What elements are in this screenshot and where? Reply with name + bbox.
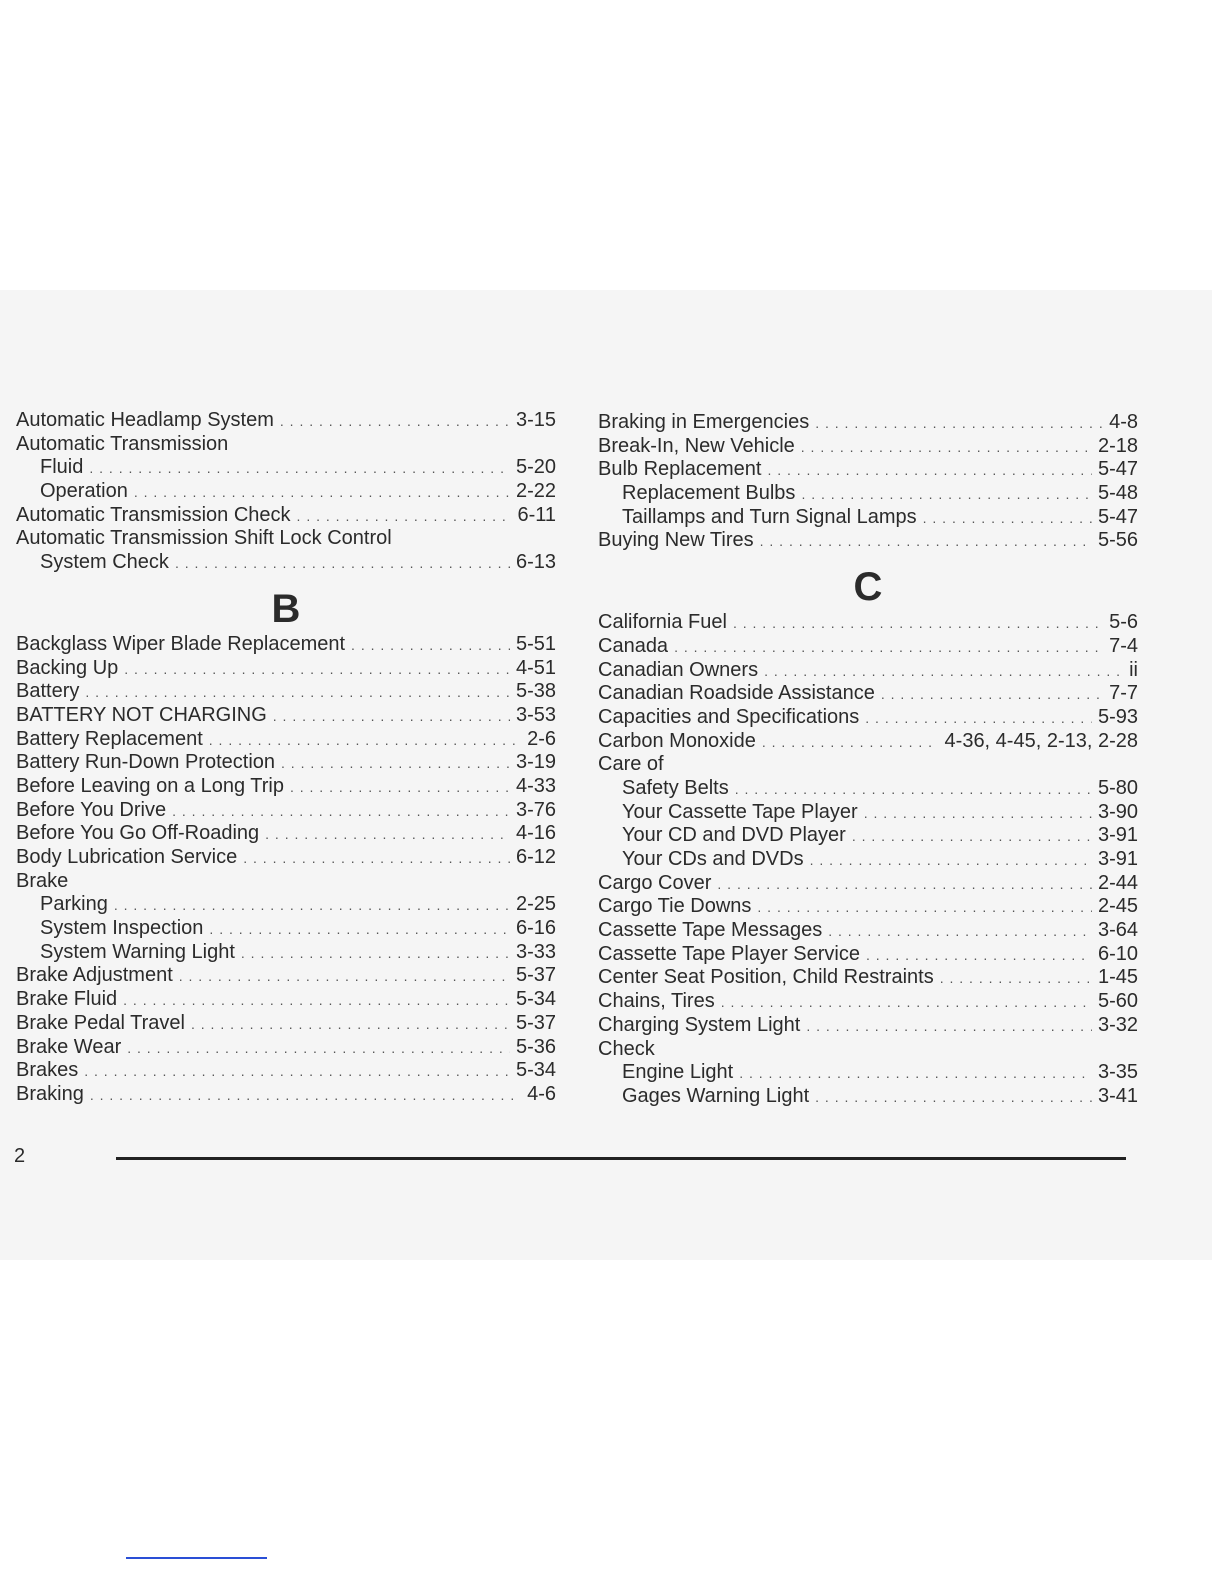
index-entry-label: Body Lubrication Service [16,846,238,868]
dot-leader [123,989,510,1013]
index-entry-page: 6-16 [515,917,556,940]
index-entry-page: 5-60 [1097,990,1138,1013]
index-entry-label: System Inspection [40,917,204,940]
index-entry-page: 5-48 [1097,482,1138,505]
index-entry-page: 3-53 [515,703,556,726]
dot-leader [351,634,510,658]
index-entry[interactable] [16,633,556,657]
index-entry[interactable] [16,409,556,433]
dot-leader [940,967,1092,991]
index-entry-page: 3-41 [1097,1084,1138,1107]
index-entry-label: BATTERY NOT CHARGING [16,703,267,726]
index-entry[interactable] [16,657,556,681]
index-entry-page: 3-33 [515,940,556,963]
index-entry-page: 6-12 [515,846,556,868]
dot-leader [923,507,1092,531]
index-entry[interactable] [598,966,1138,990]
index-entry[interactable] [16,870,556,894]
index-entry[interactable] [598,1038,1138,1062]
index-entry[interactable] [16,728,556,752]
index-entry-page: 4-8 [1109,411,1138,433]
left-top-entries [16,409,556,575]
index-entry[interactable] [598,529,1138,553]
index-entry[interactable] [598,635,1138,659]
index-entry[interactable] [598,824,1138,848]
index-entry[interactable] [16,1036,556,1060]
index-entry[interactable] [598,411,1138,435]
index-entry-page: 3-91 [1097,824,1138,847]
index-entry-label: Carbon Monoxide [598,729,756,752]
dot-leader [762,731,939,755]
dot-leader [721,991,1092,1015]
dot-leader [243,847,510,871]
dot-leader [172,800,510,824]
index-entry-label: Cassette Tape Messages [598,919,823,942]
index-entry-label: Brake Fluid [16,988,118,1011]
index-entry-page: 2-22 [515,480,556,503]
index-entry[interactable] [16,704,556,728]
index-entry[interactable] [16,1059,556,1083]
index-entry-page: 2-18 [1097,434,1138,457]
dot-leader [866,944,1092,968]
dot-leader [124,658,510,682]
dot-leader [717,873,1092,897]
dot-leader [90,1084,521,1108]
dot-leader [297,505,512,529]
index-entry[interactable] [16,917,556,941]
dot-leader [175,552,510,576]
index-entry-label: Care of [598,753,664,776]
index-entry-page: 4-6 [527,1082,556,1105]
index-entry[interactable] [598,706,1138,730]
dot-leader [290,776,510,800]
index-entry[interactable] [598,506,1138,530]
index-entry-page: 5-56 [1097,529,1138,552]
index-entry-page: 3-64 [1097,919,1138,942]
index-entry[interactable] [598,753,1138,777]
index-entry-page: 5-37 [515,964,556,987]
index-entry[interactable] [598,435,1138,459]
index-entry[interactable] [16,799,556,823]
index-entry-page: 5-34 [515,988,556,1011]
dot-leader [810,849,1092,873]
index-entry-page: 5-47 [1097,505,1138,528]
index-entry[interactable] [16,941,556,965]
bottom-link-underline[interactable] [126,1557,267,1559]
index-entry[interactable] [598,1014,1138,1038]
index-entry-page: 2-6 [527,727,556,750]
index-entry-page: 5-51 [515,632,556,655]
index-entry-label: Charging System Light [598,1013,801,1036]
index-entry[interactable] [598,682,1138,706]
index-entry-page: 3-19 [515,751,556,774]
dot-leader [265,823,510,847]
dot-leader [179,965,510,989]
index-entry[interactable] [16,893,556,917]
dot-leader [801,483,1092,507]
index-entry-page: 6-11 [517,503,556,526]
dot-leader [739,1062,1092,1086]
index-entry-label: Taillamps and Turn Signal Lamps [622,505,917,528]
index-entry-label: Engine Light [622,1061,734,1084]
section-b-entries [16,633,556,1107]
index-entry-label: Chains, Tires [598,990,715,1013]
index-entry-page: 2-44 [1097,871,1138,894]
index-entry[interactable] [16,456,556,480]
index-entry[interactable] [598,659,1138,683]
index-entry-label: Center Seat Position, Child Restraints [598,966,934,989]
index-entry[interactable] [16,988,556,1012]
index-entry[interactable] [598,943,1138,967]
index-entry[interactable] [598,1085,1138,1109]
index-entry[interactable] [16,1083,556,1107]
index-entry-page: 5-6 [1109,611,1138,634]
index-entry-label: Backing Up [16,656,119,679]
index-entry[interactable] [598,895,1138,919]
index-entry-label: Canadian Owners [598,658,759,681]
index-entry[interactable] [16,680,556,704]
footer-rule [116,1157,1126,1160]
index-entry-label: Parking [40,893,108,916]
index-entry-label: Your CD and DVD Player [622,824,846,847]
dot-leader [241,942,510,966]
index-entry[interactable] [598,990,1138,1014]
dot-leader [89,457,510,481]
index-entry[interactable] [598,801,1138,825]
index-entry-page: 5-47 [1097,458,1138,481]
index-entry-page: 3-76 [515,798,556,821]
index-entry-label: Canadian Roadside Assistance [598,682,875,705]
index-entry[interactable] [16,846,556,870]
dot-leader [806,1015,1092,1039]
index-entry-label: Cassette Tape Player Service [598,942,860,965]
dot-leader [735,778,1092,802]
index-entry-page: 6-10 [1097,942,1138,965]
index-entry[interactable] [598,919,1138,943]
index-entry-label: Backglass Wiper Blade Replacement [16,632,346,655]
dot-leader [881,683,1103,707]
index-entry[interactable] [598,458,1138,482]
dot-leader [828,920,1092,944]
index-entry-label: California Fuel [598,611,727,634]
index-entry-label: Operation [40,480,128,503]
index-entry[interactable] [16,480,556,504]
index-entry-label: Battery [16,680,80,703]
index-entry-label: Braking in Emergencies [598,411,810,433]
dot-leader [764,660,1123,684]
spacer [16,575,556,585]
dot-leader [767,459,1092,483]
index-entry-page: ii [1129,658,1138,681]
index-entry-page: 5-38 [515,680,556,703]
index-column-right [598,411,1138,1109]
index-entry-page: 3-35 [1097,1061,1138,1084]
index-entry-label: Break-In, New Vehicle [598,434,795,457]
index-entry-page: 4-51 [515,656,556,679]
index-entry-label: Battery Replacement [16,727,203,750]
index-entry[interactable] [16,822,556,846]
dot-leader [733,612,1103,636]
index-entry[interactable] [16,527,556,551]
index-entry-page: 2-25 [515,893,556,916]
index-entry-label: Cargo Cover [598,871,712,894]
index-entry-label: Check [598,1037,655,1060]
index-entry-label: Brake Adjustment [16,964,173,987]
dot-leader [84,1060,510,1084]
index-entry-label: Fluid [40,456,84,479]
index-entry-label: Replacement Bulbs [622,482,796,505]
index-entry[interactable] [16,551,556,575]
section-c-entries [598,611,1138,1108]
index-entry[interactable] [16,964,556,988]
index-entry-label: Safety Belts [622,776,729,799]
dot-leader [757,896,1092,920]
index-entry-label: Automatic Transmission [16,432,229,455]
index-entry-label: Automatic Transmission Check [16,503,291,526]
spacer [598,553,1138,563]
dot-leader [852,825,1092,849]
index-entry-page: 4-33 [515,774,556,797]
dot-leader [273,705,510,729]
index-entry-page: 3-32 [1097,1013,1138,1036]
index-entry[interactable] [598,848,1138,872]
index-entry[interactable] [16,504,556,528]
right-top-entries [598,411,1138,553]
index-entry-label: Brake Pedal Travel [16,1011,185,1034]
index-entry-page: 5-20 [515,456,556,479]
index-entry-page: 1-45 [1097,966,1138,989]
index-entry-label: Your Cassette Tape Player [622,800,858,823]
index-entry-page: 2-45 [1097,895,1138,918]
index-column-left [16,409,556,1107]
index-entry-label: Brake Wear [16,1035,122,1058]
index-entry-label: Automatic Transmission Shift Lock Control [16,527,392,550]
index-entry-page: 6-13 [515,551,556,574]
dot-leader [127,1037,510,1061]
index-entry[interactable] [598,611,1138,635]
index-entry-page: 5-34 [515,1059,556,1082]
dot-leader [114,894,510,918]
index-entry-page: 5-37 [515,1011,556,1034]
dot-leader [801,436,1092,460]
index-entry-label: Automatic Headlamp System [16,409,274,431]
index-entry-label: Before You Go Off-Roading [16,822,260,845]
index-entry-label: System Check [40,551,169,574]
dot-leader [864,802,1092,826]
index-entry-label: Brake [16,869,69,892]
index-entry-page: 3-90 [1097,800,1138,823]
dot-leader [85,681,510,705]
section-letter-c: C [853,565,883,610]
index-entry[interactable] [598,1061,1138,1085]
dot-leader [760,530,1092,554]
index-entry-label: Buying New Tires [598,529,754,552]
page-number: 2 [14,1145,26,1167]
dot-leader [209,918,510,942]
index-entry-page: 5-36 [515,1035,556,1058]
index-entry-label: Capacities and Specifications [598,705,860,728]
dot-leader [134,481,510,505]
index-entry-label: Canada [598,634,669,657]
index-entry-label: Cargo Tie Downs [598,895,752,918]
section-letter-b: B [271,586,301,631]
index-entry-label: Gages Warning Light [622,1084,810,1107]
index-entry-page: 3-91 [1097,848,1138,870]
index-entry-label: Brakes [16,1059,79,1082]
index-entry-label: Bulb Replacement [598,458,762,481]
index-entry-page: 4-36, 4-45, 2-13, 2-28 [944,729,1138,752]
dot-leader [280,410,510,434]
index-entry-label: Braking [16,1082,84,1105]
index-entry-page: 4-16 [515,822,556,845]
index-entry[interactable] [16,775,556,799]
index-entry-label: Your CDs and DVDs [622,848,804,870]
index-entry-label: Before Leaving on a Long Trip [16,774,284,797]
index-entry-label: Before You Drive [16,798,167,821]
index-entry[interactable] [16,751,556,775]
index-entry-page: 7-4 [1109,634,1138,657]
index-entry-page: 7-7 [1109,682,1138,705]
index-entry-label: System Warning Light [40,940,235,963]
dot-leader [281,752,510,776]
dot-leader [209,729,521,753]
index-entry[interactable] [598,872,1138,896]
index-entry-label: Battery Run-Down Protection [16,751,276,774]
dot-leader [865,707,1092,731]
dot-leader [674,636,1103,660]
dot-leader [815,412,1103,436]
index-entry[interactable] [16,1012,556,1036]
index-entry-page: 5-80 [1097,776,1138,799]
index-entry[interactable] [16,433,556,457]
dot-leader [815,1086,1092,1110]
index-entry[interactable] [598,730,1138,754]
dot-leader [191,1013,510,1037]
index-entry[interactable] [598,482,1138,506]
index-entry-page: 5-93 [1097,705,1138,728]
index-entry-page: 3-15 [515,409,556,431]
index-entry[interactable] [598,777,1138,801]
